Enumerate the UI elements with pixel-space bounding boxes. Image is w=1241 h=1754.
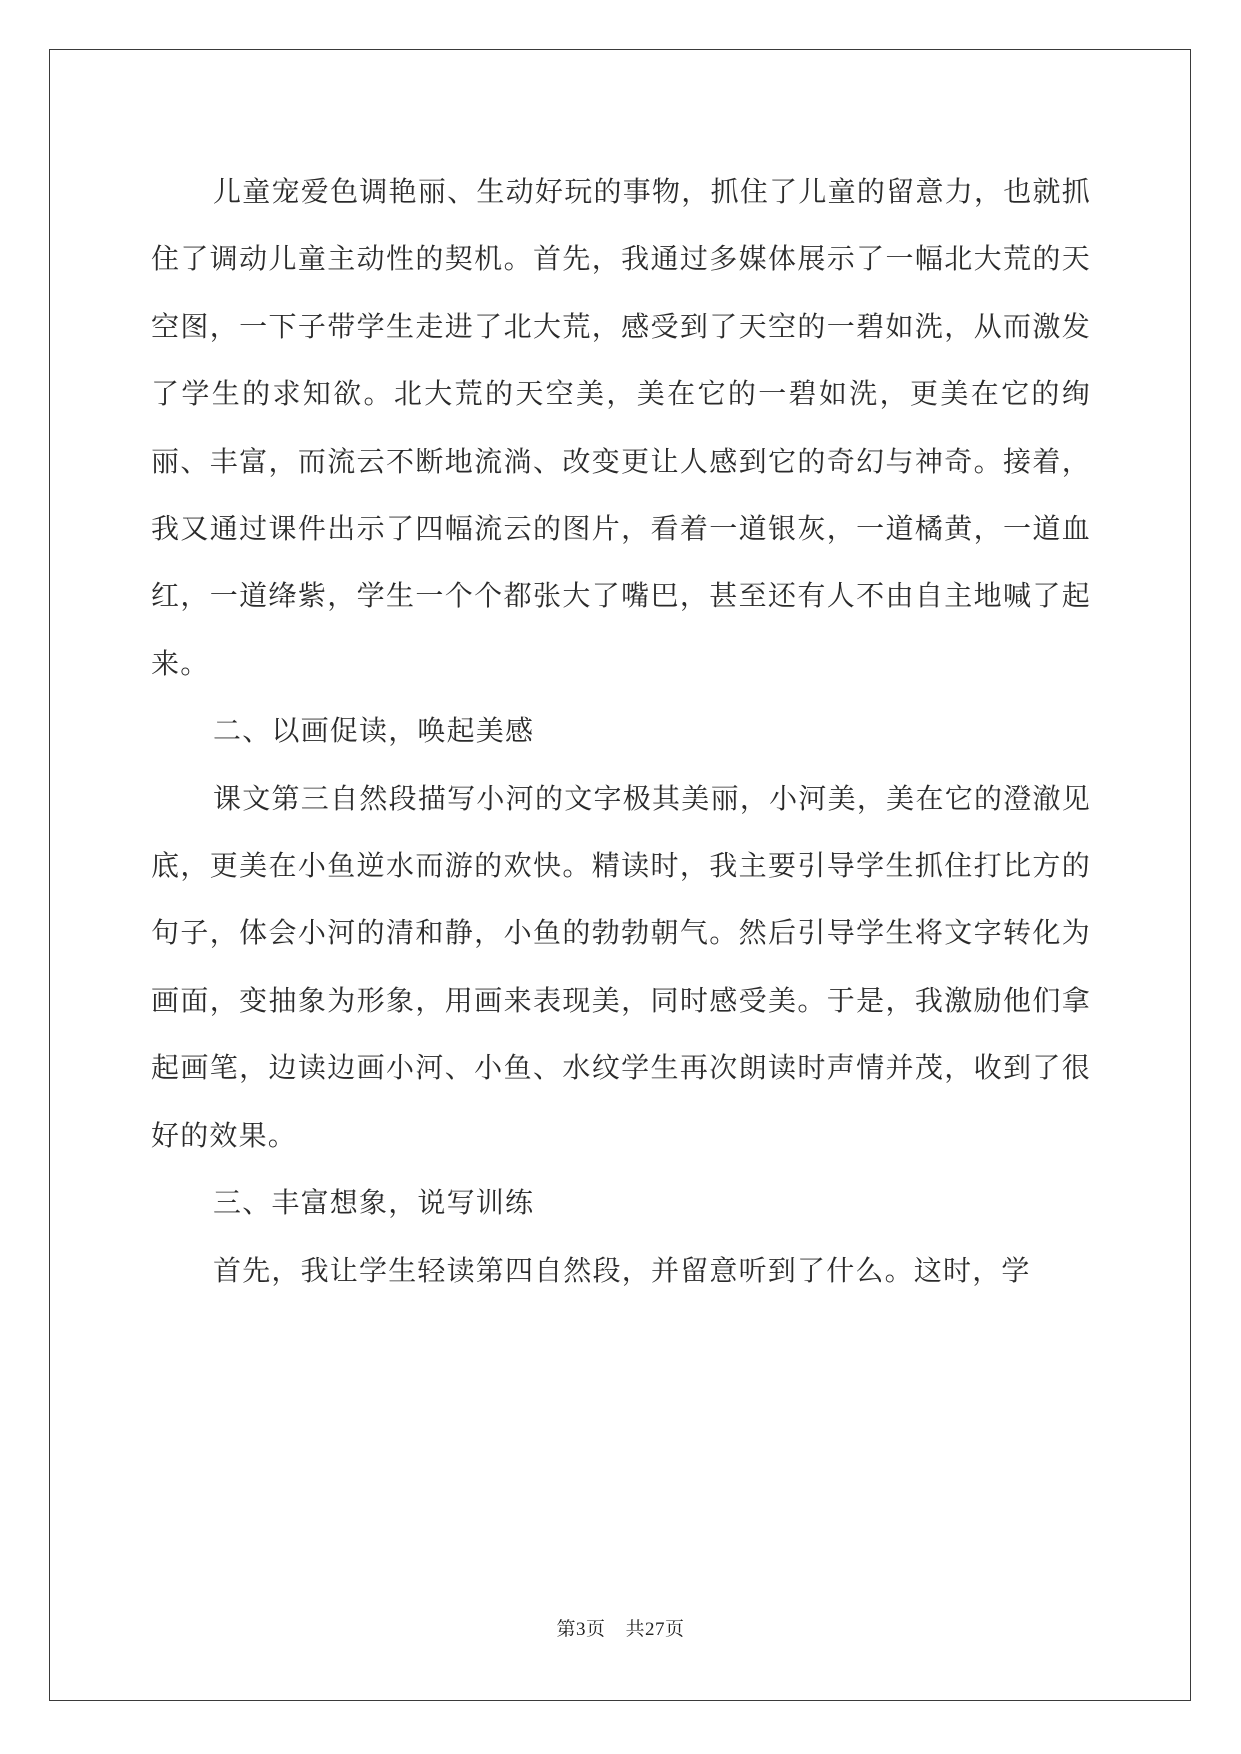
document-body bbox=[151, 158, 1091, 1304]
paragraph: 课文第三自然段描写小河的文字极其美丽，小河美，美在它的澄澈见底，更美在小鱼逆水而游的欢快。精读时，我主要引导学生抓住打比方的句子，体会小河的清和静，小鱼的勃勃朝气。然后引导学生将文字转化为画面，变抽象为形象，用画来表现美，同时感受美。于是，我激励他们拿起画笔，边读边画小河、小鱼、水纹学生再次朗读时声情并茂，收到了很好的效果。 bbox=[151, 781, 1091, 1152]
paragraph: 首先，我让学生轻读第四自然段，并留意听到了什么。这时，学 bbox=[213, 1253, 1031, 1287]
section-heading: 三、丰富想象，说写训练 bbox=[213, 1186, 535, 1220]
section-heading: 二、以画促读，唤起美感 bbox=[213, 714, 535, 748]
page-total: 共27页 bbox=[625, 1619, 685, 1640]
page-number: 第3页 bbox=[556, 1619, 606, 1640]
page-footer bbox=[0, 1614, 1241, 1641]
paragraph: 儿童宠爱色调艳丽、生动好玩的事物，抓住了儿童的留意力，也就抓住了调动儿童主动性的契机。首先，我通过多媒体展示了一幅北大荒的天空图，一下子带学生走进了北大荒，感受到了天空的一碧如洗，从而激发了学生的求知欲。北大荒的天空美，美在它的一碧如洗，更美在它的绚丽、丰富，而流云不断地流淌、改变更让人感到它的奇幻与神奇。接着，我又通过课件出示了四幅流云的图片，看着一道银灰，一道橘黄，一道血红，一道绛紫，学生一个个都张大了嘴巴，甚至还有人不由自主地喊了起来。 bbox=[151, 175, 1091, 680]
